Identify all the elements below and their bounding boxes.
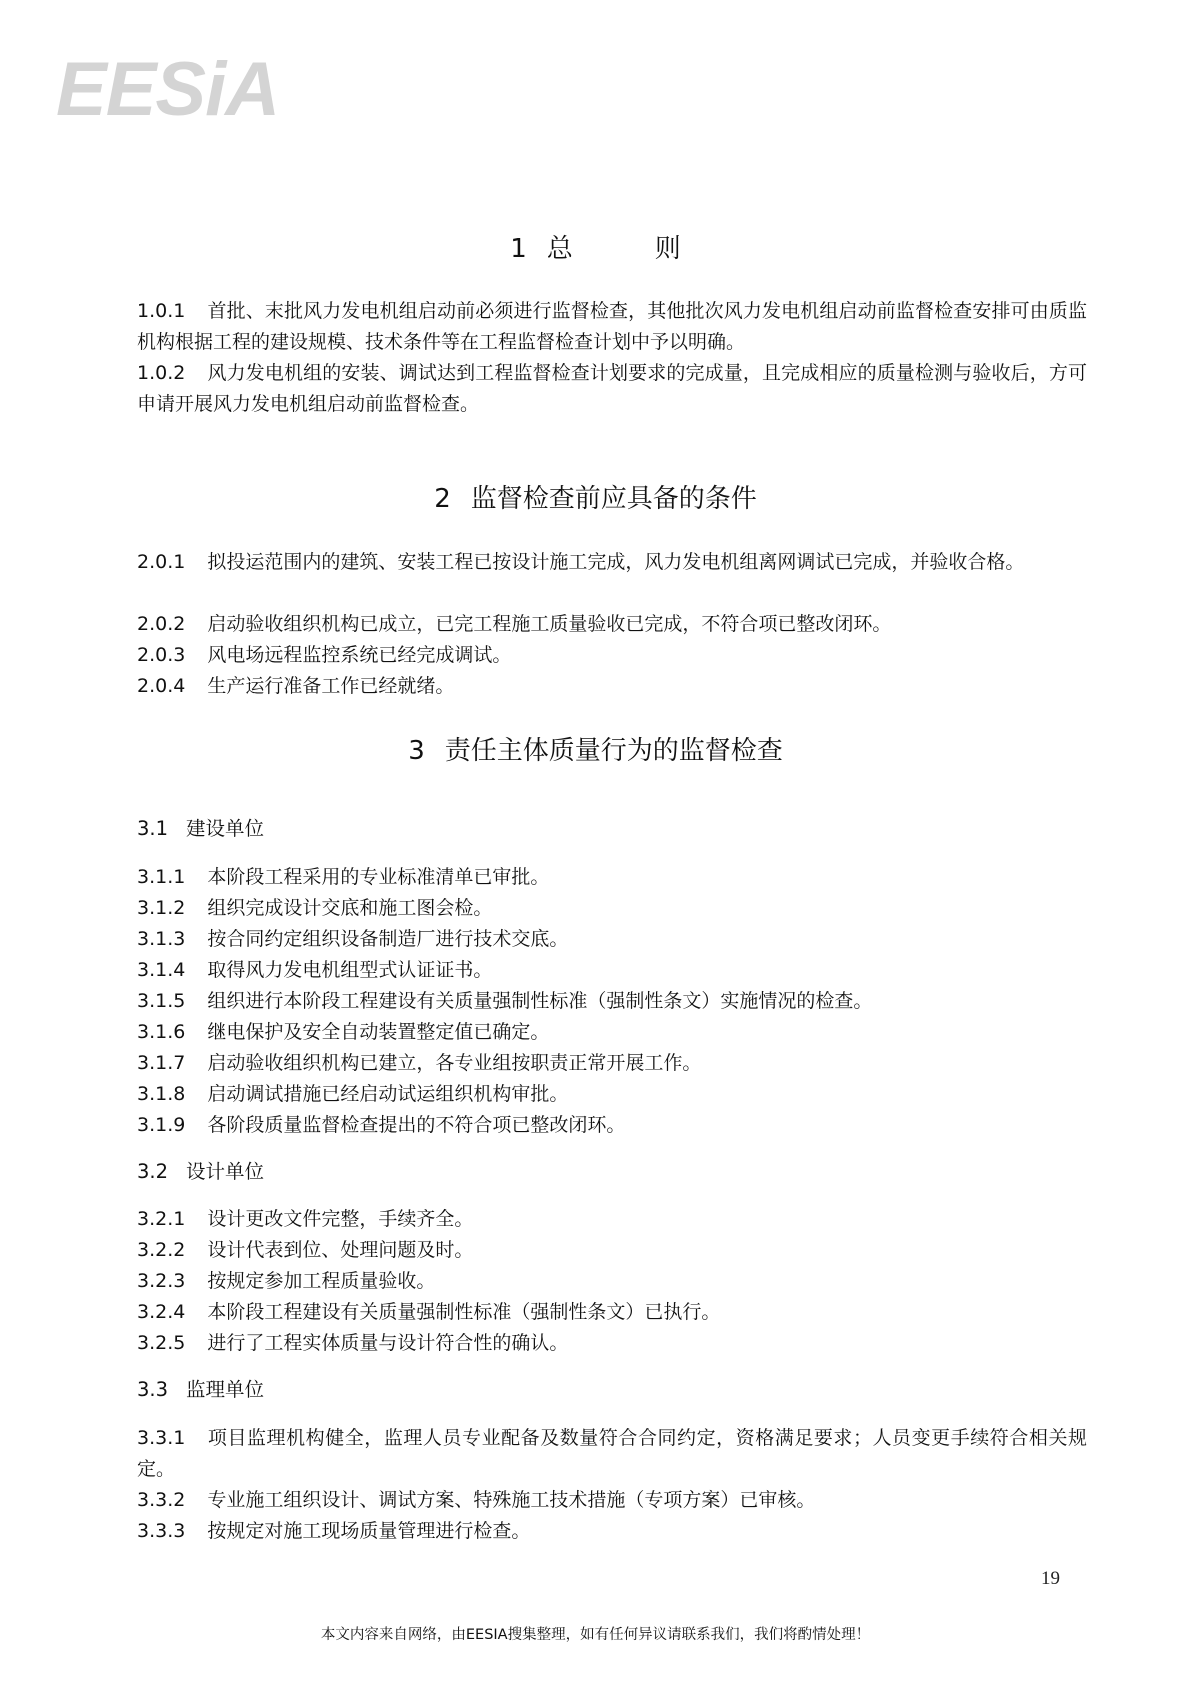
- section-number: 1: [510, 234, 527, 264]
- clause-text: 取得风力发电机组型式认证证书。: [207, 959, 493, 981]
- clause-text: 设计代表到位、处理问题及时。: [207, 1239, 474, 1261]
- clause-text: 启动验收组织机构已成立，已完工程施工质量验收已完成，不符合项已整改闭环。: [207, 613, 892, 635]
- clause-number: 2.0.1: [137, 551, 186, 573]
- clause-number: 3.1.3: [137, 928, 186, 950]
- clause-3-1-6: [137, 1017, 1087, 1048]
- eesia-logo: EESiA: [56, 47, 280, 132]
- clause-3-2-3: [137, 1266, 1087, 1297]
- clause-number: 1.0.2: [137, 362, 186, 384]
- clause-text: 项目监理机构健全，监理人员专业配备及数量符合合同约定，资格满足要求；人员变更手续符合相关规定。: [137, 1427, 1087, 1480]
- clause-number: 3.1.7: [137, 1052, 186, 1074]
- clause-number: 3.2.5: [137, 1332, 186, 1354]
- clause-number: 3.2.3: [137, 1270, 186, 1292]
- clause-number: 3.2.1: [137, 1208, 186, 1230]
- clause-3-1-3: [137, 924, 1087, 955]
- clause-text: 风电场远程监控系统已经完成调试。: [207, 644, 512, 666]
- footer-disclaimer: 本文内容来自网络，由EESIA搜集整理，如有任何异议请联系我们，我们将酌情处理！: [320, 1627, 871, 1643]
- clause-text: 启动验收组织机构已建立，各专业组按职责正常开展工作。: [207, 1052, 702, 1074]
- clause-3-1-9: [137, 1110, 1087, 1141]
- clause-text: 按规定参加工程质量验收。: [207, 1270, 436, 1292]
- subsection-title: 建设单位: [186, 817, 265, 840]
- page-number: 19: [1041, 1568, 1060, 1589]
- subsection-title: 监理单位: [186, 1378, 265, 1401]
- section-2-heading: [0, 484, 1191, 514]
- section-3-heading: [0, 736, 1191, 766]
- section-number: 2: [434, 484, 451, 514]
- clause-3-3-3: [137, 1516, 1087, 1547]
- clause-number: 3.1.5: [137, 990, 186, 1012]
- section-title-part-a: 总: [546, 234, 573, 264]
- section-title-part-b: 则: [654, 234, 681, 264]
- section-title: 责任主体质量行为的监督检查: [444, 736, 783, 766]
- clause-2-0-3: [137, 640, 1087, 671]
- clause-number: 3.3.1: [137, 1427, 186, 1449]
- clause-text: 本阶段工程建设有关质量强制性标准（强制性条文）已执行。: [207, 1301, 721, 1323]
- clause-text: 按规定对施工现场质量管理进行检查。: [207, 1520, 531, 1542]
- clause-number: 3.1.6: [137, 1021, 186, 1043]
- clause-text: 各阶段质量监督检查提出的不符合项已整改闭环。: [207, 1114, 626, 1136]
- clause-1-0-1: [137, 296, 1087, 358]
- subsection-title: 设计单位: [186, 1160, 265, 1183]
- clause-text: 组织完成设计交底和施工图会检。: [207, 897, 493, 919]
- subsection-3-3-heading: [137, 1375, 264, 1405]
- clause-3-2-4: [137, 1297, 1087, 1328]
- clause-text: 本阶段工程采用的专业标准清单已审批。: [207, 866, 550, 888]
- section-title: 监督检查前应具备的条件: [470, 484, 757, 514]
- clause-text: 按合同约定组织设备制造厂进行技术交底。: [207, 928, 569, 950]
- section-1-heading: [0, 234, 1191, 264]
- subsection-number: 3.2: [137, 1160, 169, 1183]
- clause-number: 3.3.2: [137, 1489, 186, 1511]
- clause-text: 进行了工程实体质量与设计符合性的确认。: [207, 1332, 569, 1354]
- subsection-number: 3.1: [137, 817, 169, 840]
- clause-2-0-4: [137, 671, 1087, 702]
- subsection-3-2-heading: [137, 1157, 264, 1187]
- clause-text: 组织进行本阶段工程建设有关质量强制性标准（强制性条文）实施情况的检查。: [207, 990, 873, 1012]
- clause-3-1-5: [137, 986, 1087, 1017]
- clause-number: 3.3.3: [137, 1520, 186, 1542]
- clause-number: 3.1.9: [137, 1114, 186, 1136]
- clause-3-3-1: [137, 1423, 1087, 1485]
- clause-number: 1.0.1: [137, 300, 186, 322]
- clause-1-0-2: [137, 358, 1087, 420]
- clause-3-1-7: [137, 1048, 1087, 1079]
- clause-3-1-1: [137, 862, 1087, 893]
- clause-2-0-2: [137, 609, 1087, 640]
- clause-number: 3.1.4: [137, 959, 186, 981]
- clause-3-1-8: [137, 1079, 1087, 1110]
- clause-3-1-2: [137, 893, 1087, 924]
- clause-3-3-2: [137, 1485, 1087, 1516]
- clause-number: 3.1.1: [137, 866, 186, 888]
- clause-number: 2.0.4: [137, 675, 186, 697]
- clause-text: 风力发电机组的安装、调试达到工程监督检查计划要求的完成量，且完成相应的质量检测与验收后，方可申请开展风力发电机组启动前监督检查。: [137, 362, 1087, 415]
- clause-text: 专业施工组织设计、调试方案、特殊施工技术措施（专项方案）已审核。: [207, 1489, 816, 1511]
- clause-text: 生产运行准备工作已经就绪。: [207, 675, 455, 697]
- subsection-number: 3.3: [137, 1378, 169, 1401]
- clause-2-0-1: [137, 547, 1087, 578]
- clause-3-1-4: [137, 955, 1087, 986]
- clause-number: 3.2.4: [137, 1301, 186, 1323]
- clause-text: 继电保护及安全自动装置整定值已确定。: [207, 1021, 550, 1043]
- clause-3-2-1: [137, 1204, 1087, 1235]
- clause-text: 拟投运范围内的建筑、安装工程已按设计施工完成，风力发电机组离网调试已完成，并验收合格。: [207, 551, 1025, 573]
- clause-number: 2.0.3: [137, 644, 186, 666]
- clause-number: 2.0.2: [137, 613, 186, 635]
- clause-number: 3.2.2: [137, 1239, 186, 1261]
- clause-text: 启动调试措施已经启动试运组织机构审批。: [207, 1083, 569, 1105]
- section-number: 3: [408, 736, 425, 766]
- clause-text: 首批、末批风力发电机组启动前必须进行监督检查，其他批次风力发电机组启动前监督检查安排可由质监机构根据工程的建设规模、技术条件等在工程监督检查计划中予以明确。: [137, 300, 1087, 353]
- clause-number: 3.1.2: [137, 897, 186, 919]
- subsection-3-1-heading: [137, 814, 264, 844]
- clause-3-2-2: [137, 1235, 1087, 1266]
- clause-number: 3.1.8: [137, 1083, 186, 1105]
- clause-text: 设计更改文件完整，手续齐全。: [207, 1208, 474, 1230]
- clause-3-2-5: [137, 1328, 1087, 1359]
